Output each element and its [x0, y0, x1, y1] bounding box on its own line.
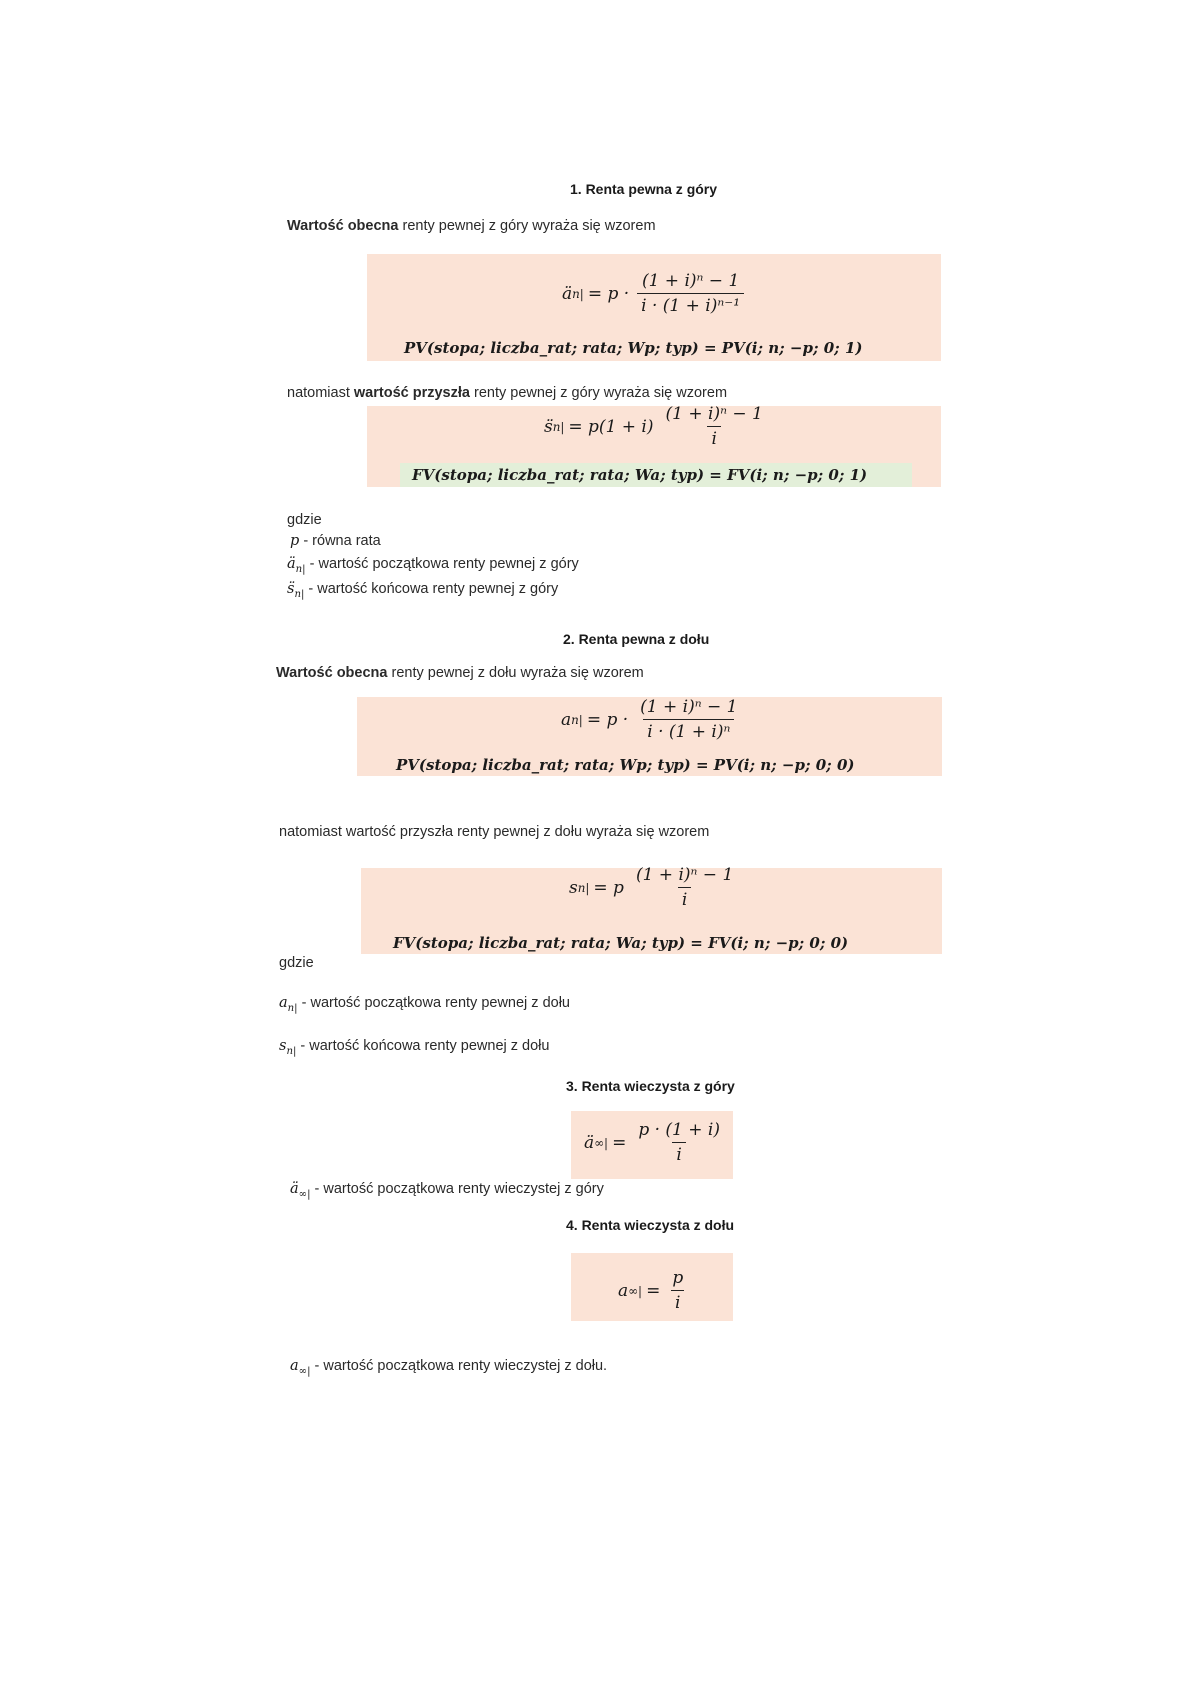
legend2-a-text: - wartość początkowa renty pewnej z dołu — [297, 995, 570, 1011]
section3-heading: 3. Renta wieczysta z góry — [566, 1078, 735, 1094]
s3-legend-symbol: ä — [290, 1181, 299, 1197]
s4-fraction — [668, 1268, 687, 1313]
fv-lhs-sub: n| — [552, 419, 565, 434]
pv-lhs: ä — [562, 283, 573, 304]
fv2-numerator: (1 + i)ⁿ − 1 — [635, 865, 734, 885]
s4-numerator: p — [672, 1268, 684, 1288]
section1-fv-intro-bold: wartość przyszła — [353, 385, 470, 401]
legend-a-symbol: ä — [287, 556, 296, 572]
section2-pv-formula — [561, 697, 745, 742]
section2-fv-excel: FV(stopa; liczba_rat; rata; Wa; typ) = FV(i; n; −p; 0; 0) — [393, 934, 849, 952]
section1-pv-excel: PV(stopa; liczba_rat; rata; Wp; typ) = PV(i; n; −p; 0; 1) — [404, 339, 863, 357]
pv-denominator: i · (1 + i)ⁿ⁻¹ — [637, 293, 744, 316]
legend-s-symbol: s̈ — [287, 581, 295, 597]
section1-heading: 1. Renta pewna z góry — [570, 181, 718, 197]
section2-where: gdzie — [279, 955, 314, 971]
section1-fv-excel: FV(stopa; liczba_rat; rata; Wa; typ) = FV(i; n; −p; 0; 1) — [412, 466, 868, 484]
pv2-lhs-sub: n| — [571, 712, 583, 727]
section2-pv-intro-bold: Wartość obecna — [276, 665, 388, 681]
section2-pv-excel: PV(stopa; liczba_rat; rata; Wp; typ) = PV(i; n; −p; 0; 0) — [396, 756, 855, 774]
section1-fv-intro-rest: renty pewnej z góry wyraża się wzorem — [469, 385, 728, 401]
section1-fv-formula — [544, 404, 771, 449]
section2-pv-intro-rest: renty pewnej z dołu wyraża się wzorem — [387, 665, 644, 681]
fv2-fraction — [632, 865, 737, 910]
pv-eq: = p · — [587, 283, 630, 304]
pv2-eq: = p · — [586, 709, 629, 730]
legend2-s-symbol: s — [279, 1038, 287, 1054]
fv-eq: = p(1 + i) — [568, 416, 654, 437]
section4-heading: 4. Renta wieczysta z dołu — [566, 1217, 735, 1233]
section1-pv-intro — [287, 218, 656, 234]
section1-pv-formula — [562, 271, 748, 316]
pv2-lhs: a — [561, 709, 572, 730]
legend2-a-sub: n| — [287, 1002, 298, 1014]
section2-pv-intro — [276, 665, 644, 681]
section1-legend-p — [290, 533, 381, 549]
legend2-s-sub: n| — [286, 1045, 297, 1057]
legend-a-sub: n| — [295, 563, 306, 575]
section4-legend — [290, 1358, 607, 1377]
s3-lhs-sub: ∞| — [594, 1135, 609, 1150]
s3-fraction — [634, 1120, 724, 1165]
fv-denominator: i — [707, 426, 720, 449]
pv-lhs-sub: n| — [572, 286, 584, 301]
section1-fv-intro — [287, 385, 727, 401]
s4-legend-sub: ∞| — [298, 1365, 311, 1377]
fv2-lhs: s — [569, 877, 578, 898]
section2-legend-a — [279, 995, 570, 1014]
section1-legend-a — [287, 556, 579, 575]
s3-legend-sub: ∞| — [298, 1188, 311, 1200]
fv2-lhs-sub: n| — [577, 880, 590, 895]
section3-legend — [290, 1181, 604, 1200]
legend-p-text: - równa rata — [299, 533, 381, 549]
legend2-a-symbol: a — [279, 995, 288, 1011]
pv2-fraction — [636, 697, 741, 742]
s4-legend-text: - wartość początkowa renty wieczystej z dołu. — [310, 1358, 608, 1374]
pv2-numerator: (1 + i)ⁿ − 1 — [640, 697, 738, 717]
s4-legend-symbol: a — [290, 1358, 299, 1374]
s4-lhs-sub: ∞| — [628, 1283, 643, 1298]
fv-numerator: (1 + i)ⁿ − 1 — [665, 404, 763, 424]
legend-a-text: - wartość początkowa renty pewnej z góry — [305, 556, 579, 572]
fv-lhs: s̈ — [544, 416, 553, 437]
legend2-s-text: - wartość końcowa renty pewnej z dołu — [296, 1038, 550, 1054]
section1-fv-intro-pre: natomiast — [287, 385, 354, 401]
s4-denominator: i — [671, 1290, 684, 1313]
s3-numerator: p · (1 + i) — [638, 1120, 720, 1140]
s3-denominator: i — [672, 1142, 685, 1165]
fv2-denominator: i — [678, 887, 691, 910]
section1-legend-s — [287, 581, 558, 600]
section4-formula — [618, 1268, 691, 1313]
s4-eq: = — [646, 1280, 661, 1301]
section1-where: gdzie — [287, 512, 322, 528]
fv-fraction — [662, 404, 767, 449]
legend-p-symbol: p — [290, 533, 300, 549]
s3-lhs: ä — [584, 1132, 595, 1153]
s4-lhs: a — [618, 1280, 629, 1301]
pv2-denominator: i · (1 + i)ⁿ — [643, 719, 734, 742]
section1-pv-intro-rest: renty pewnej z góry wyraża się wzorem — [398, 218, 656, 234]
section1-pv-intro-bold: Wartość obecna — [287, 218, 399, 234]
legend-s-sub: n| — [294, 588, 305, 600]
section3-formula — [584, 1120, 728, 1165]
fv2-eq: = p — [593, 877, 624, 898]
pv-numerator: (1 + i)ⁿ − 1 — [641, 271, 740, 291]
s3-eq: = — [612, 1132, 627, 1153]
section2-fv-formula — [569, 865, 741, 910]
pv-fraction — [637, 271, 744, 316]
section2-heading: 2. Renta pewna z dołu — [563, 631, 710, 647]
legend-s-text: - wartość końcowa renty pewnej z góry — [304, 581, 559, 597]
section2-fv-intro: natomiast wartość przyszła renty pewnej z dołu wyraża się wzorem — [279, 824, 710, 840]
section2-legend-s — [279, 1038, 549, 1057]
s3-legend-text: - wartość początkowa renty wieczystej z góry — [310, 1181, 604, 1197]
